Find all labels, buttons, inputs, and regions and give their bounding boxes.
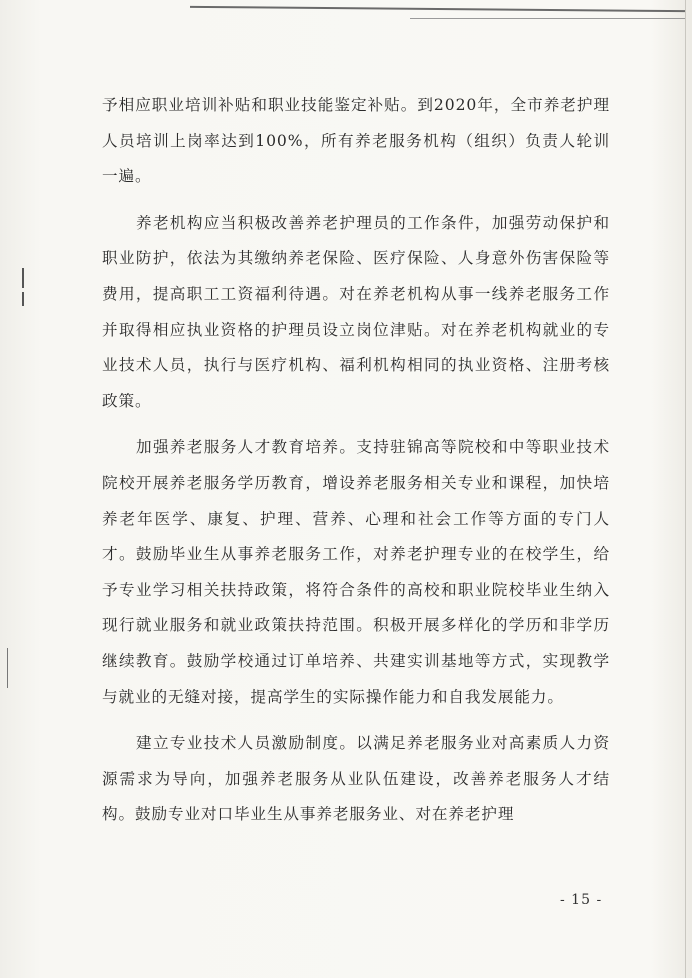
- paragraph-working-conditions: 养老机构应当积极改善养老护理员的工作条件，加强劳动保护和职业防护，依法为其缴纳养老保险、医疗保险、人身意外伤害保险等费用，提高职工工资福利待遇。对在养老机构从事一线养老服务工作并取得相应执业资格的护理员设立岗位津贴。对在养老机构就业的专业技术人员，执行与医疗机构、福利机构相同的执业资格、注册考核政策。: [102, 213, 610, 410]
- header-rule: [190, 6, 685, 12]
- paragraph-talent-education: 加强养老服务人才教育培养。支持驻锦高等院校和中等职业技术院校开展养老服务学历教育，增设养老服务相关专业和课程，加快培养老年医学、康复、护理、营养、心理和社会工作等方面的专门人才。鼓励毕业生从事养老服务工作，对养老护理专业的在校学生，给予专业学习相关扶持政策，将符合条件的高校和职业院校毕业生纳入现行就业服务和就业政策扶持范围。积极开展多样化的学历和非学历继续教育。鼓励学校通过订单培养、共建实训基地等方式，实现教学与就业的无缝对接，提高学生的实际操作能力和自我发展能力。: [102, 438, 610, 706]
- document-body: [102, 88, 610, 844]
- page-edge: [685, 0, 686, 978]
- binding-mark: [7, 648, 8, 688]
- header-rule-secondary: [410, 18, 685, 19]
- paragraph-incentive-system: 建立专业技术人员激励制度。以满足养老服务业对高素质人力资源需求为导向，加强养老服务从业队伍建设，改善养老服务人才结构。鼓励专业对口毕业生从事养老服务业、对在养老护理: [102, 734, 610, 824]
- binding-mark: [22, 268, 24, 288]
- binding-mark: [22, 292, 24, 306]
- page-number: - 15 -: [560, 892, 603, 908]
- paragraph-continuation: 予相应职业培训补贴和职业技能鉴定补贴。到2020年，全市养老护理人员培训上岗率达到100%，所有养老服务机构（组织）负责人轮训一遍。: [102, 96, 610, 186]
